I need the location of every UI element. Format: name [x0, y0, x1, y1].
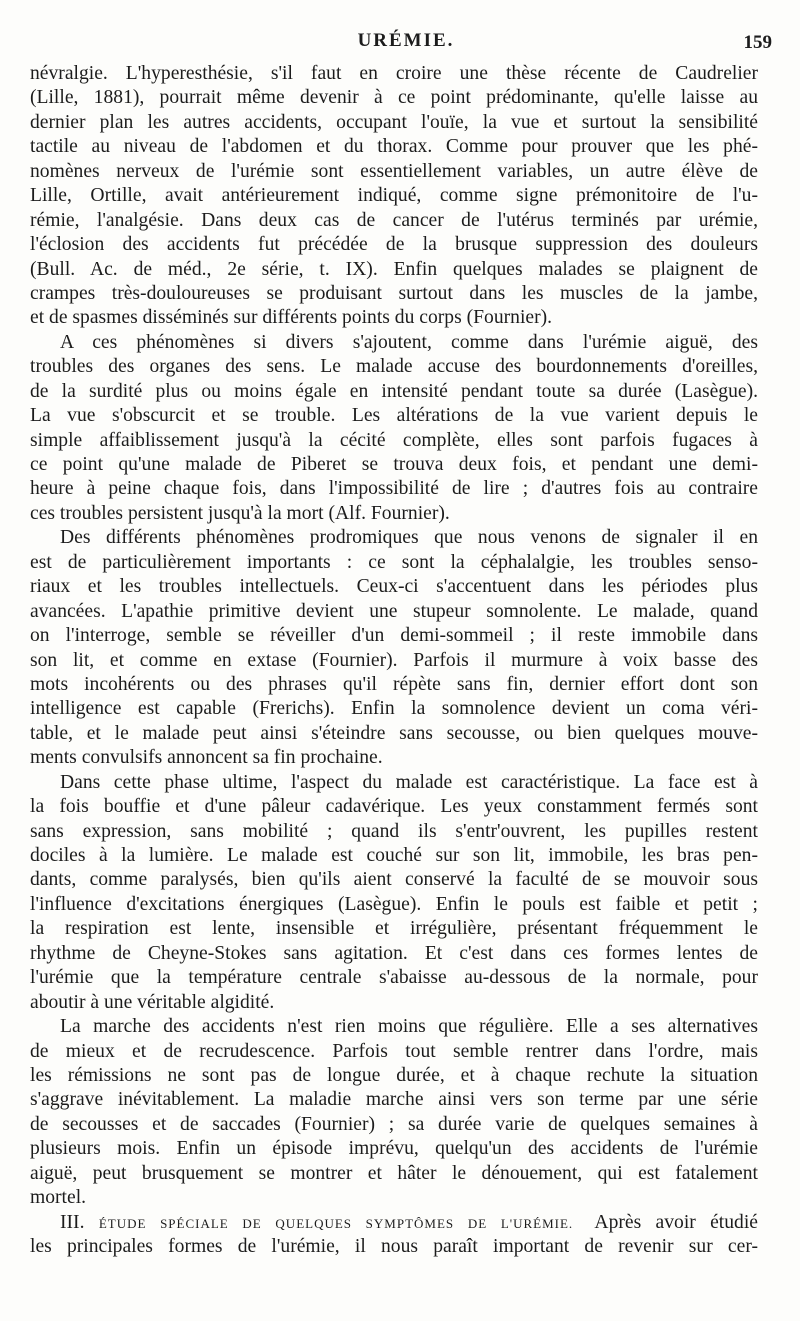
text-line: l'éclosion des accidents fut précédée de la brusque suppression des douleurs — [30, 234, 758, 256]
text-line: tactile au niveau de l'abdomen et du thorax. Comme pour prouver que les phé- — [30, 136, 758, 158]
text-line: Lille, Ortille, avait antérieurement indiqué, comme signe prémonitoire de l'u- — [30, 185, 758, 207]
text-line: riaux et les troubles intellectuels. Ceux-ci s'accentuent dans les périodes plus — [30, 576, 758, 598]
text-line: dociles à la lumière. Le malade est couché sur son lit, immobile, les bras pen- — [30, 845, 758, 866]
text-line: (Bull. Ac. de méd., 2e série, t. IX). Enfin quelques malades se plaignent de — [30, 258, 758, 280]
text-line: est de particulièrement importants : ce sont la céphalalgie, les troubles senso- — [30, 551, 758, 573]
page-number: 159 — [743, 32, 772, 53]
text-line: son lit, et comme en extase (Fournier). Parfois il murmure à voix basse des — [30, 649, 758, 671]
text-line: mots incohérents ou des phrases qu'il répète sans fin, dernier effort dont son — [30, 673, 758, 695]
text-line: A ces phénomènes si divers s'ajoutent, comme dans l'urémie aiguë, des — [60, 331, 758, 353]
text-line: heure à peine chaque fois, dans l'impossibilité de lire ; d'autres fois au contraire — [30, 478, 758, 500]
text-line: de mieux et de recrudescence. Parfois tout semble rentrer dans l'ordre, mais — [30, 1040, 758, 1062]
text-line: la respiration est lente, insensible et irrégulière, présentant fréquemment le — [30, 918, 758, 940]
text-line: la fois bouffie et d'une pâleur cadavérique. Les yeux constamment fermés sont — [30, 796, 758, 818]
section-heading-line — [30, 1211, 758, 1235]
text-line: intelligence est capable (Frerichs). Enfin la somnolence devient un coma véri- — [30, 698, 758, 720]
text-line: Des différents phénomènes prodromiques que nous venons de signaler il en — [60, 527, 758, 549]
text-line: sans expression, sans mobilité ; quand ils s'entr'ouvrent, les pupilles restent — [30, 820, 758, 842]
text-line: crampes très-douloureuses se produisant surtout dans les muscles de la jambe, — [30, 282, 758, 304]
text-line: aboutir à une véritable algidité. — [30, 991, 275, 1013]
text-line: névralgie. L'hyperesthésie, s'il faut en croire une thèse récente de Caudrelier — [30, 63, 758, 84]
text-line: La marche des accidents n'est rien moins que régulière. Elle a ses alternatives — [60, 1016, 758, 1038]
text-line: les rémissions ne sont pas de longue durée, et à chaque rechute la situation — [30, 1064, 758, 1086]
text-line: table, et le malade peut ainsi s'éteindre sans secousse, ou bien quelques mouve- — [30, 722, 758, 744]
text-line: Dans cette phase ultime, l'aspect du malade est caractéristique. La face est à — [60, 771, 758, 793]
running-header — [40, 30, 772, 56]
text-line: de secousses et de saccades (Fournier) ; sa durée varie de quelques semaines à — [30, 1113, 758, 1135]
text-line: troubles des organes des sens. Le malade accuse des bourdonnements d'oreilles, — [30, 356, 758, 378]
text-line: les principales formes de l'urémie, il nous paraît important de revenir sur cer- — [30, 1236, 758, 1257]
text-line: avancées. L'apathie primitive devient une stupeur somnolente. Le malade, quand — [30, 600, 758, 622]
text-line: rhythme de Cheyne-Stokes sans agitation. Et c'est dans ces formes lentes de — [30, 942, 758, 964]
body-text — [30, 62, 758, 1259]
text-line: La vue s'obscurcit et se trouble. Les altérations de la vue varient depuis le — [30, 405, 758, 427]
text-line: s'aggrave inévitablement. La maladie marche ainsi vers son terme par une série — [30, 1089, 758, 1111]
text-line: ces troubles persistent jusqu'à la mort (Alf. Fournier). — [30, 502, 450, 524]
text-line: l'urémie que la température centrale s'abaisse au-dessous de la normale, pour — [30, 967, 758, 989]
section-heading: ÉTUDE SPÉCIALE DE QUELQUES SYMPTÔMES DE L'URÉMIE. — [98, 1215, 574, 1231]
text-line: l'influence d'excitations énergiques (Lasègue). Enfin le pouls est faible et petit ; — [30, 893, 758, 915]
text-line: ce point qu'une malade de Piberet se trouva deux fois, et pendant une demi- — [30, 454, 758, 475]
section-lead-text: Après avoir étudié — [594, 1211, 758, 1233]
text-line: ments convulsifs annoncent sa fin prochaine. — [30, 747, 383, 769]
text-line: on l'interroge, semble se réveiller d'un demi-sommeil ; il reste immobile dans — [30, 625, 758, 647]
text-line: aiguë, peut brusquement se montrer et hâter le dénouement, qui est fatalement — [30, 1162, 758, 1184]
text-line: de la surdité plus ou moins égale en intensité pendant toute sa durée (Lasègue). — [30, 380, 758, 402]
text-line: rémie, l'analgésie. Dans deux cas de cancer de l'utérus terminés par urémie, — [30, 209, 758, 231]
text-line: simple affaiblissement jusqu'à la cécité complète, elles sont parfois fugaces à — [30, 429, 758, 451]
running-title: URÉMIE. — [357, 30, 455, 51]
text-line: (Lille, 1881), pourrait même devenir à ce point prédominante, qu'elle laisse au — [30, 87, 758, 109]
text-line: dants, comme paralysés, bien qu'ils aient conservé la faculté de se mouvoir sous — [30, 869, 758, 891]
text-line: et de spasmes disséminés sur différents points du corps (Fournier). — [30, 307, 553, 329]
text-line: nomènes nerveux de l'urémie sont essentiellement variables, un autre élève de — [30, 160, 758, 182]
section-number: III. — [60, 1211, 85, 1233]
text-line: dernier plan les autres accidents, occupant l'ouïe, la vue et surtout la sensibilité — [30, 111, 758, 133]
text-line: mortel. — [30, 1187, 87, 1209]
text-line: plusieurs mois. Enfin un épisode imprévu, quelqu'un des accidents de l'urémie — [30, 1138, 758, 1160]
